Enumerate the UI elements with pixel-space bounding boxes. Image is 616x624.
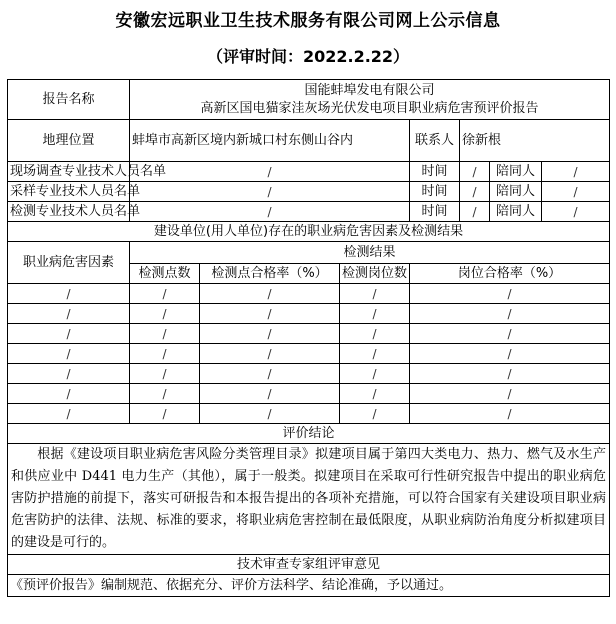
conclusion-text: 根据《建设项目职业病危害风险分类管理目录》拟建项目属于第四大类电力、热力、燃气及水生产和供应业中 D441 电力生产（其他），属于一般类。拟建项目在采取可行性研究报告中提出的职业病危害防护措施的前提下，落实可研报告和本报告提出的各项补充措施，可以符合国家有关建设项目职业病危害防护的法律、法规、标准的要求，将职业病危害控制在最低限度，从职业病防治角度分析拟建项目的建设是可行的。 bbox=[11, 447, 607, 550]
contact-value: 徐新根 bbox=[460, 120, 610, 162]
staff-row bbox=[8, 202, 610, 222]
table-cell: / bbox=[130, 364, 200, 384]
table-cell: / bbox=[410, 404, 610, 424]
table-cell: / bbox=[8, 284, 130, 304]
table-cell: / bbox=[410, 284, 610, 304]
escort-label: 陪同人 bbox=[490, 162, 542, 182]
escort-label: 陪同人 bbox=[490, 182, 542, 202]
column-header: 检测点数 bbox=[130, 264, 200, 284]
company-name: 国能蚌埠发电有限公司 bbox=[304, 82, 435, 98]
table-cell: / bbox=[8, 404, 130, 424]
column-header: 检测点合格率（%） bbox=[200, 264, 340, 284]
table-cell: / bbox=[410, 344, 610, 364]
table-cell: / bbox=[200, 364, 340, 384]
time-label: 时间 bbox=[410, 162, 460, 182]
table-cell: / bbox=[130, 384, 200, 404]
table-row bbox=[8, 364, 610, 384]
staff-names: / bbox=[130, 202, 410, 222]
time-label: 时间 bbox=[410, 202, 460, 222]
table-cell: / bbox=[410, 324, 610, 344]
table-cell: / bbox=[340, 344, 410, 364]
escort-label: 陪同人 bbox=[490, 202, 542, 222]
table-row bbox=[8, 324, 610, 344]
staff-label: 现场调查专业技术人员名单 bbox=[8, 162, 130, 182]
table-cell: / bbox=[130, 324, 200, 344]
staff-label: 检测专业技术人员名单 bbox=[8, 202, 130, 222]
table-cell: / bbox=[200, 304, 340, 324]
table-cell: / bbox=[200, 284, 340, 304]
staff-label: 采样专业技术人员名单 bbox=[8, 182, 130, 202]
table-row bbox=[8, 384, 610, 404]
table-cell: / bbox=[410, 384, 610, 404]
table-cell: / bbox=[8, 364, 130, 384]
conclusion-title: 评价结论 bbox=[8, 424, 610, 444]
table-cell: / bbox=[200, 404, 340, 424]
time-value: / bbox=[460, 162, 490, 182]
table-cell: / bbox=[410, 304, 610, 324]
table-cell: / bbox=[8, 304, 130, 324]
table-cell: / bbox=[200, 384, 340, 404]
table-cell: / bbox=[340, 364, 410, 384]
table-row bbox=[8, 304, 610, 324]
table-cell: / bbox=[130, 344, 200, 364]
column-header: 检测岗位数 bbox=[340, 264, 410, 284]
expert-opinion: 《预评价报告》编制规范、依据充分、评价方法科学、结论准确，予以通过。 bbox=[8, 575, 610, 597]
review-time: （评审时间：2022.2.22） bbox=[206, 47, 410, 66]
table-cell: / bbox=[8, 384, 130, 404]
time-value: / bbox=[460, 182, 490, 202]
table-row bbox=[8, 284, 610, 304]
report-name-value bbox=[130, 80, 610, 120]
table-cell: / bbox=[340, 324, 410, 344]
escort-value: / bbox=[542, 202, 610, 222]
table-cell: / bbox=[340, 404, 410, 424]
page-title: 安徽宏远职业卫生技术服务有限公司网上公示信息 bbox=[115, 11, 501, 31]
disclosure-table bbox=[7, 79, 610, 597]
location-value: 蚌埠市高新区境内新城口村东侧山谷内 bbox=[130, 120, 410, 162]
location-label: 地理位置 bbox=[8, 120, 130, 162]
hazard-section-title: 建设单位(用人单位)存在的职业病危害因素及检测结果 bbox=[8, 222, 610, 242]
conclusion-text-cell bbox=[8, 444, 610, 555]
staff-row bbox=[8, 162, 610, 182]
escort-value: / bbox=[542, 182, 610, 202]
report-name-label: 报告名称 bbox=[8, 80, 130, 120]
staff-names: / bbox=[130, 162, 410, 182]
expert-title: 技术审查专家组评审意见 bbox=[8, 555, 610, 575]
table-cell: / bbox=[340, 384, 410, 404]
table-row bbox=[8, 344, 610, 364]
table-cell: / bbox=[130, 404, 200, 424]
results-label: 检测结果 bbox=[130, 242, 610, 264]
table-cell: / bbox=[130, 304, 200, 324]
table-cell: / bbox=[8, 324, 130, 344]
staff-row bbox=[8, 182, 610, 202]
table-row bbox=[8, 404, 610, 424]
table-cell: / bbox=[8, 344, 130, 364]
staff-names: / bbox=[130, 182, 410, 202]
time-label: 时间 bbox=[410, 182, 460, 202]
table-cell: / bbox=[200, 344, 340, 364]
factor-label: 职业病危害因素 bbox=[8, 242, 130, 284]
table-cell: / bbox=[340, 304, 410, 324]
table-cell: / bbox=[340, 284, 410, 304]
escort-value: / bbox=[542, 162, 610, 182]
contact-label: 联系人 bbox=[410, 120, 460, 162]
project-name: 高新区国电猫家洼灰场光伏发电项目职业病危害预评价报告 bbox=[200, 100, 539, 116]
table-cell: / bbox=[130, 284, 200, 304]
table-cell: / bbox=[410, 364, 610, 384]
table-cell: / bbox=[200, 324, 340, 344]
column-header: 岗位合格率（%） bbox=[410, 264, 610, 284]
time-value: / bbox=[460, 202, 490, 222]
